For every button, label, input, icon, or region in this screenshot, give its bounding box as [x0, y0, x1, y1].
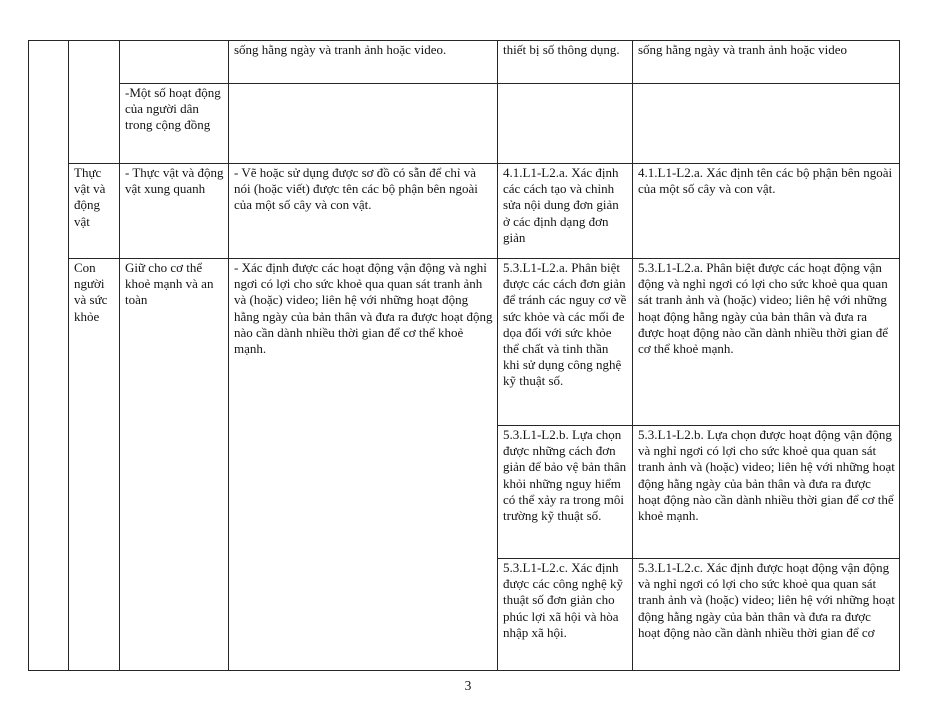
cell-outcome-5-3-l1-l2-c: 5.3.L1-L2.c. Xác định được hoạt động vận động và nghỉ ngơi có lợi cho sức khoẻ qua quan sát tranh ảnh và (hoặc) video; liên hệ với những hoạt động hằng ngày của bản thân và đưa ra được hoạt động nào cần dành nhiều thời gian để cơ	[633, 559, 900, 671]
cell-continued-text-col4: sống hằng ngày và tranh ảnh hoặc video.	[229, 41, 498, 84]
cell-empty-col4	[229, 84, 498, 164]
cell-competency-5-3-l1-l2-b: 5.3.L1-L2.b. Lựa chọn được những cách đơn giản để bảo vệ bản thân khỏi những nguy hiểm có thể xảy ra trong môi trường kỹ thuật số.	[498, 426, 633, 559]
cell-outcome-5-3-l1-l2-a: 5.3.L1-L2.a. Phân biệt được các hoạt động vận động và nghỉ ngơi có lợi cho sức khoẻ qua quan sát tranh ảnh và (hoặc) video; liên hệ với những hoạt động hằng ngày của bản thân và đưa ra được hoạt động nào cần dành nhiều thời gian để cơ thể khoẻ mạnh.	[633, 259, 900, 426]
table-row-community-activities	[29, 84, 900, 164]
cell-competency-5-3-l1-l2-c: 5.3.L1-L2.c. Xác định được các công nghệ kỹ thuật số đơn giản cho phúc lợi xã hội và hòa nhập xã hội.	[498, 559, 633, 671]
cell-outcome-5-3-l1-l2-b: 5.3.L1-L2.b. Lựa chọn được hoạt động vận động và nghỉ ngơi có lợi cho sức khoẻ qua quan sát tranh ảnh và (hoặc) video; liên hệ với những hoạt động hằng ngày của bản thân và đưa ra được hoạt động nào cần dành nhiều thời gian để cơ thể khoẻ mạnh.	[633, 426, 900, 559]
cell-empty-col6	[633, 84, 900, 164]
table-row-plants-animals	[29, 164, 900, 259]
cell-strand-plants-animals: Thực vật và động vật	[69, 164, 120, 259]
cell-empty-col3	[120, 41, 229, 84]
cell-continued-text-col5: thiết bị số thông dụng.	[498, 41, 633, 84]
curriculum-table	[28, 40, 900, 671]
cell-outcome-4-1-l1-l2-a: 4.1.L1-L2.a. Xác định tên các bộ phận bên ngoài của một số cây và con vật.	[633, 164, 900, 259]
cell-topic-community-activities: -Một số hoạt động của người dân trong cộng đồng	[120, 84, 229, 164]
page-number: 3	[464, 678, 472, 693]
cell-requirement-plants-animals: - Vẽ hoặc sử dụng được sơ đồ có sẵn để chỉ và nói (hoặc viết) được tên các bộ phận bên ngoài của một số cây và con vật.	[229, 164, 498, 259]
cell-empty-col1	[29, 41, 69, 671]
cell-topic-keep-body-healthy: Giữ cho cơ thể khoẻ mạnh và an toàn	[120, 259, 229, 671]
cell-topic-plants-animals: - Thực vật và động vật xung quanh	[120, 164, 229, 259]
cell-competency-5-3-l1-l2-a: 5.3.L1-L2.a. Phân biệt được các cách đơn giản để tránh các nguy cơ về sức khỏe và các mối đe dọa đối với sức khỏe thể chất và tinh thần khi sử dụng công nghệ kỹ thuật số.	[498, 259, 633, 426]
cell-strand-human-health: Con người và sức khỏe	[69, 259, 120, 671]
cell-requirement-human-health: - Xác định được các hoạt động vận động và nghỉ ngơi có lợi cho sức khoẻ qua quan sát tranh ảnh và (hoặc) video; liên hệ với những hoạt động hằng ngày của bản thân và đưa ra được hoạt động nào cần dành nhiều thời gian để cơ thể khoẻ mạnh.	[229, 259, 498, 671]
table-row-continued	[29, 41, 900, 84]
cell-empty-col2	[69, 41, 120, 164]
cell-competency-4-1-l1-l2-a: 4.1.L1-L2.a. Xác định các cách tạo và chỉnh sửa nội dung đơn giản ở các định dạng đơn giản	[498, 164, 633, 259]
table-row-human-health-a	[29, 259, 900, 426]
cell-empty-col5	[498, 84, 633, 164]
cell-continued-text-col6: sống hằng ngày và tranh ảnh hoặc video	[633, 41, 900, 84]
